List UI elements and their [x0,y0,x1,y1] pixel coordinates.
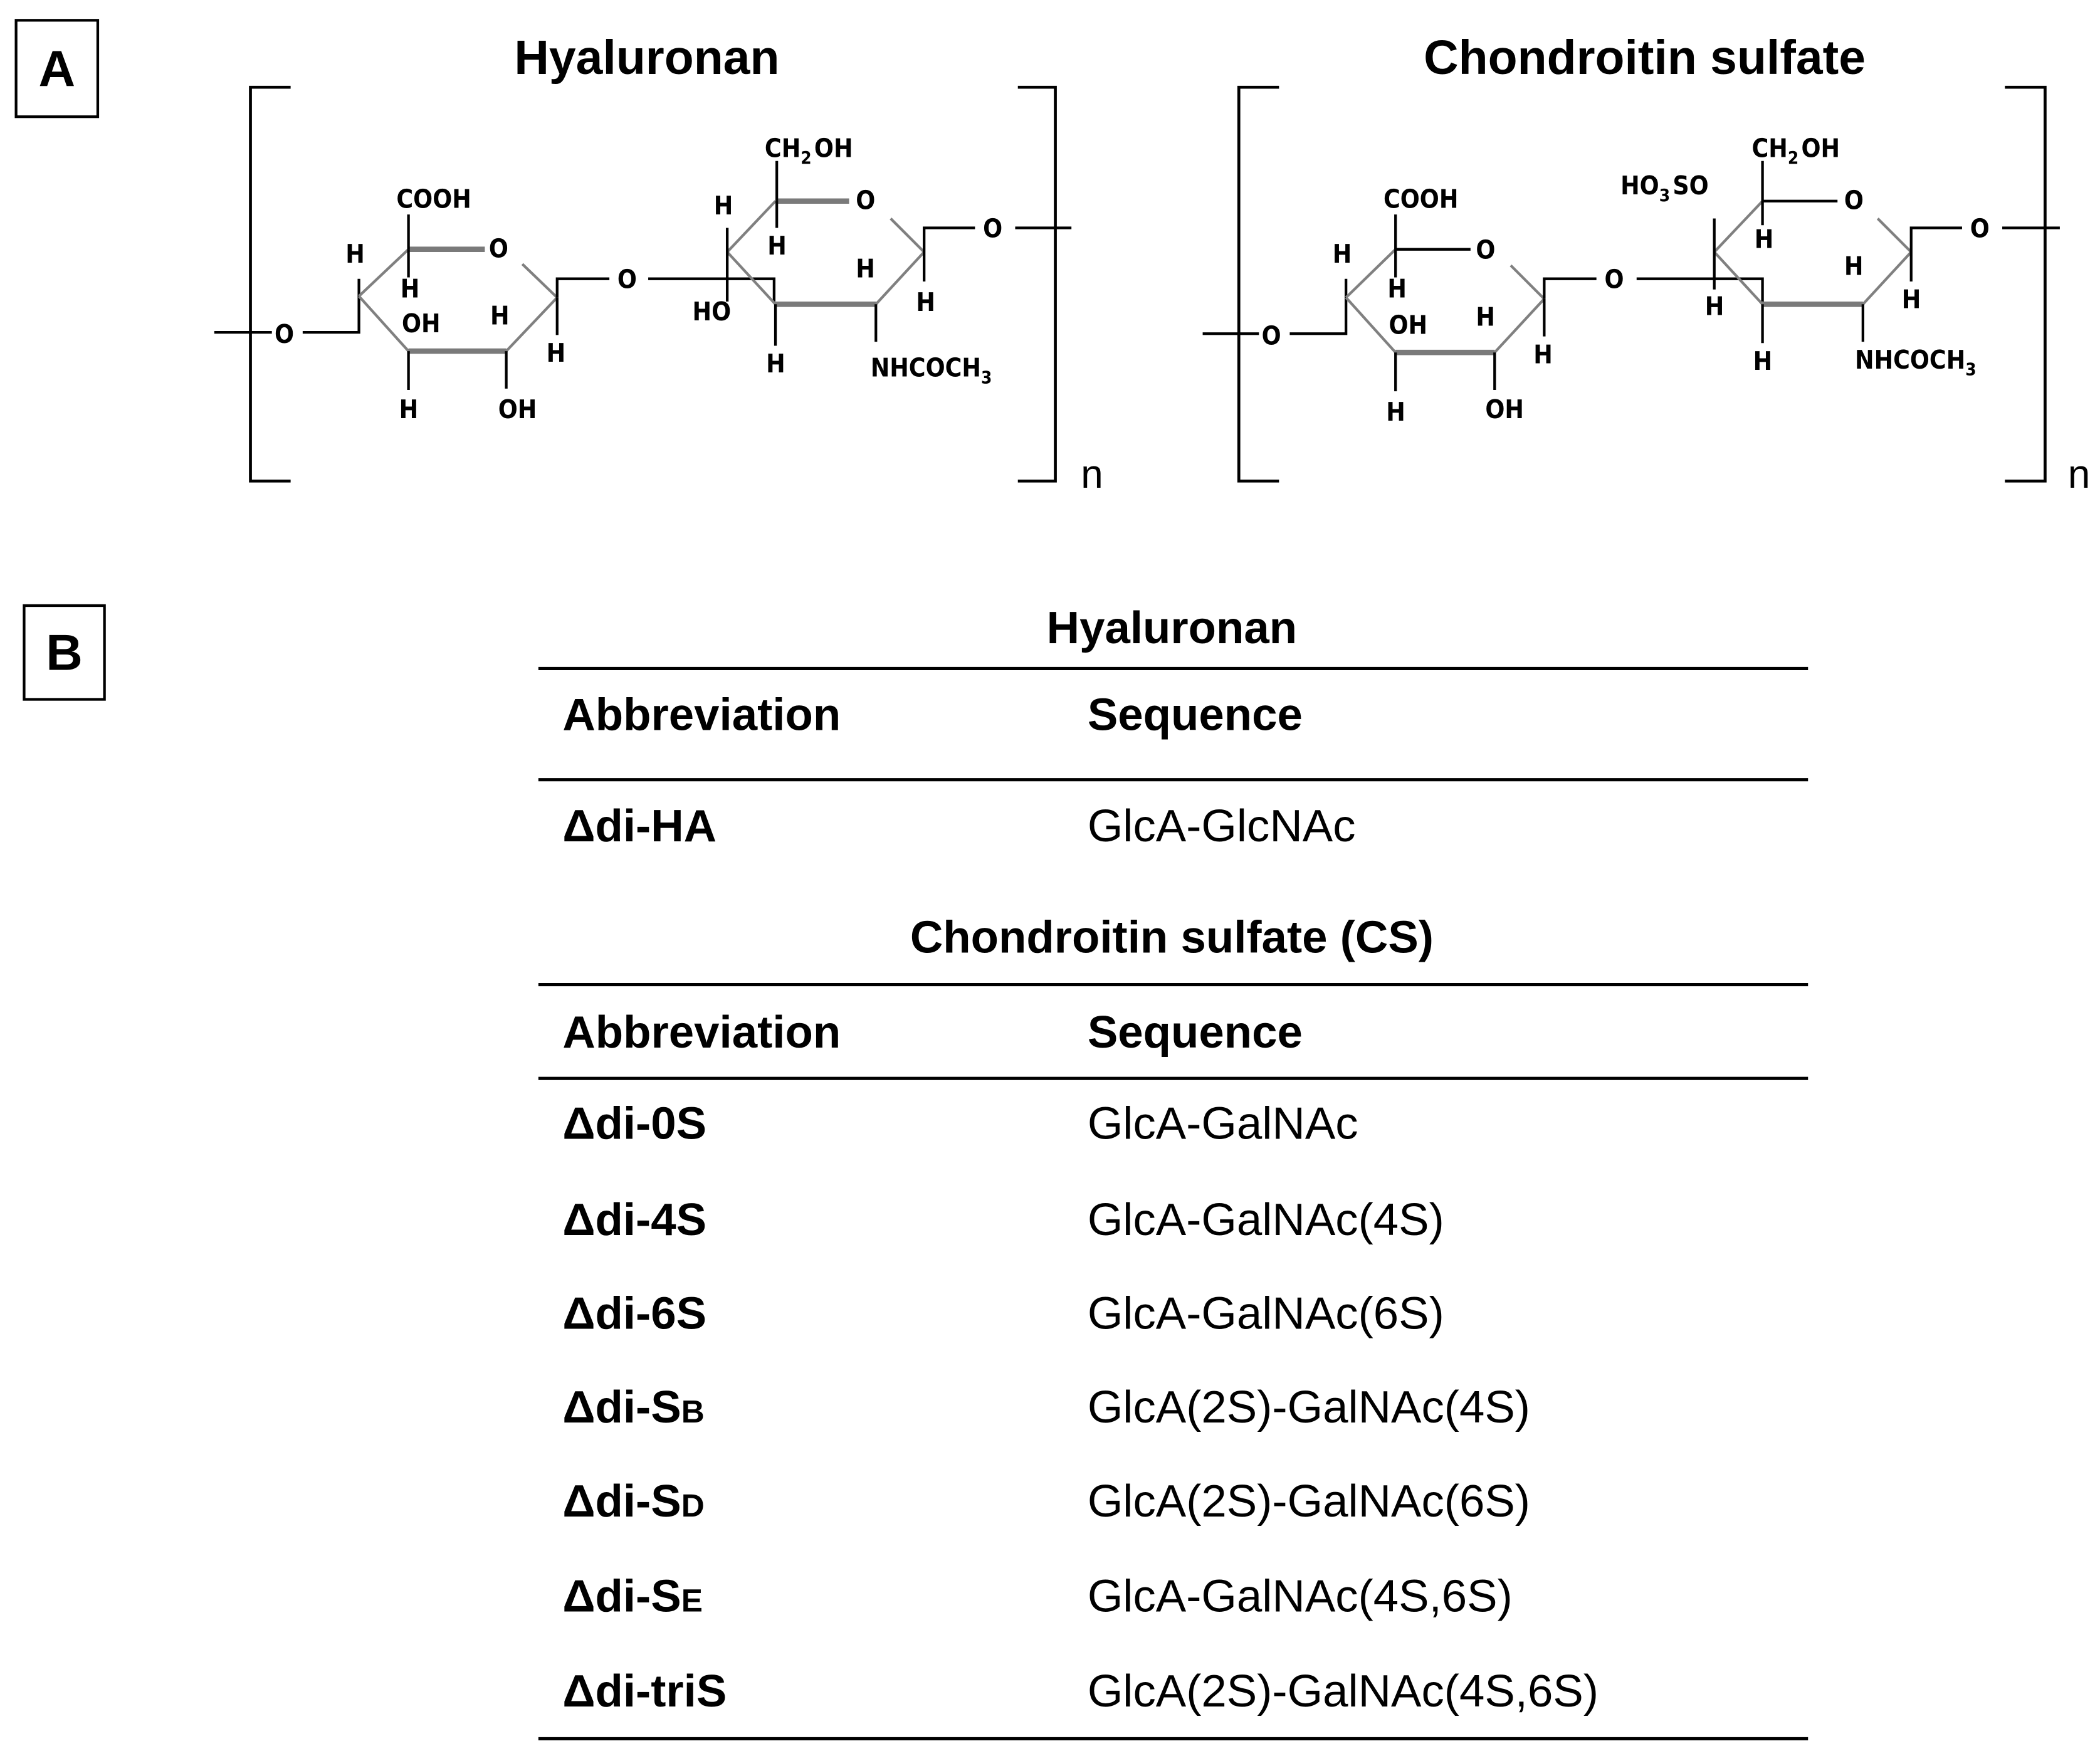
ring-galnac [1620,133,1977,379]
atom-o-link-right: O [983,213,1003,244]
table-row [562,1382,1530,1433]
atom-o-glycosidic: O [617,264,637,295]
abbreviation-cell: Δdi-SB [562,1382,705,1433]
nhcoch3-label: $NHCOCH_3$ [870,352,992,388]
abbreviation-cell: Δdi-6S [562,1288,707,1339]
table-row [562,801,1355,851]
right-bracket [1018,87,1056,481]
panel-b-label: B [46,624,83,681]
cooh-label: COOH [396,184,471,214]
svg-text:OH: OH [1485,394,1524,424]
hyaluronan-table [538,602,1808,851]
atom-o-link-left: O [274,319,295,350]
abbreviation-cell: Δdi-SE [562,1570,703,1622]
abbreviation-cell: Δdi-SD [562,1475,705,1527]
svg-text:OH: OH [401,308,441,339]
svg-text:H: H [1704,291,1725,322]
svg-text:O: O [1970,213,1990,244]
svg-text:H: H [400,273,420,304]
left-bracket [1239,87,1279,481]
chondroitin-sulfate-structure [1203,31,2091,497]
svg-text:O: O [1604,264,1624,295]
ring-glcnac [693,133,992,387]
ch2oh-label: $CH_2$ OH [764,133,853,168]
ch2oh-label: $CH_2$ OH [1751,133,1840,168]
svg-text:H: H [1754,224,1774,255]
svg-text:HO: HO [692,296,732,327]
right-bracket [2005,87,2045,481]
hyaluronan-table-title: Hyaluronan [1046,602,1298,653]
left-bracket [251,87,291,481]
ho3so-label: $HO_3$ SO [1620,171,1709,206]
abbreviation-cell: Δdi-triS [562,1666,727,1717]
hyaluronan-title: Hyaluronan [514,30,780,85]
svg-text:H: H [767,231,787,261]
sequence-cell: GlcA-GalNAc(6S) [1087,1288,1444,1339]
svg-text:H: H [856,253,875,284]
svg-text:H: H [546,338,566,369]
svg-text:H: H [1387,273,1407,304]
abbreviation-cell: Δdi-HA [562,801,717,852]
column-header-abbreviation: Abbreviation [562,689,841,740]
svg-text:H: H [490,300,510,331]
table-row [562,1570,1513,1621]
repeat-n-label: n [2067,451,2091,497]
cs-table-title: Chondroitin sulfate (CS) [910,912,1434,963]
svg-text:H: H [1476,302,1495,332]
svg-text:O: O [488,233,508,264]
sequence-cell: GlcA-GalNAc(4S) [1087,1194,1444,1246]
sequence-cell: GlcA-GalNAc(4S,6S) [1087,1570,1513,1622]
nhcoch3-label: $NHCOCH_3$ [1855,344,1977,380]
ring-glca [345,184,565,424]
repeat-n-label: n [1081,451,1103,497]
table-row [562,1476,1530,1527]
cs-table [538,912,1808,1738]
panel-a-label: A [38,41,76,98]
panel-a [16,20,2091,497]
svg-text:OH: OH [498,394,537,424]
sequence-cell: GlcA-GalNAc [1087,1098,1358,1149]
svg-text:H: H [1901,284,1921,315]
ring-glca [1333,184,1553,427]
svg-text:H: H [1386,397,1405,428]
svg-text:H: H [399,394,419,424]
abbreviation-cell: Δdi-0S [562,1098,707,1149]
column-header-sequence: Sequence [1087,689,1303,740]
sequence-cell: GlcA(2S)-GalNAc(4S) [1087,1382,1531,1433]
sequence-cell: GlcA(2S)-GalNAc(4S,6S) [1087,1666,1599,1717]
hyaluronan-structure [214,31,1103,497]
svg-text:OH: OH [1389,310,1428,340]
chondroitin-sulfate-title: Chondroitin sulfate [1424,30,1866,85]
svg-text:COOH: COOH [1383,184,1459,214]
sequence-cell: GlcA-GlcNAc [1087,801,1356,852]
table-row [562,1288,1444,1339]
svg-text:H: H [345,239,365,270]
table-row [562,1098,1358,1149]
panel-b [24,602,1808,1739]
table-row [562,1194,1444,1245]
abbreviation-cell: Δdi-4S [562,1194,707,1246]
svg-text:O: O [1476,234,1496,265]
svg-text:H: H [1753,345,1773,376]
sequence-cell: GlcA(2S)-GalNAc(6S) [1087,1475,1531,1527]
svg-text:H: H [1533,339,1553,370]
svg-text:H: H [1332,239,1352,270]
column-header-sequence: Sequence [1087,1007,1303,1058]
svg-text:O: O [1844,185,1864,216]
svg-text:H: H [766,349,785,379]
svg-text:H: H [916,287,935,317]
table-row [562,1666,1599,1717]
svg-text:O: O [856,185,876,216]
column-header-abbreviation: Abbreviation [562,1007,841,1058]
svg-text:H: H [1844,251,1864,281]
svg-text:H: H [713,191,733,221]
svg-text:O: O [1261,320,1281,351]
